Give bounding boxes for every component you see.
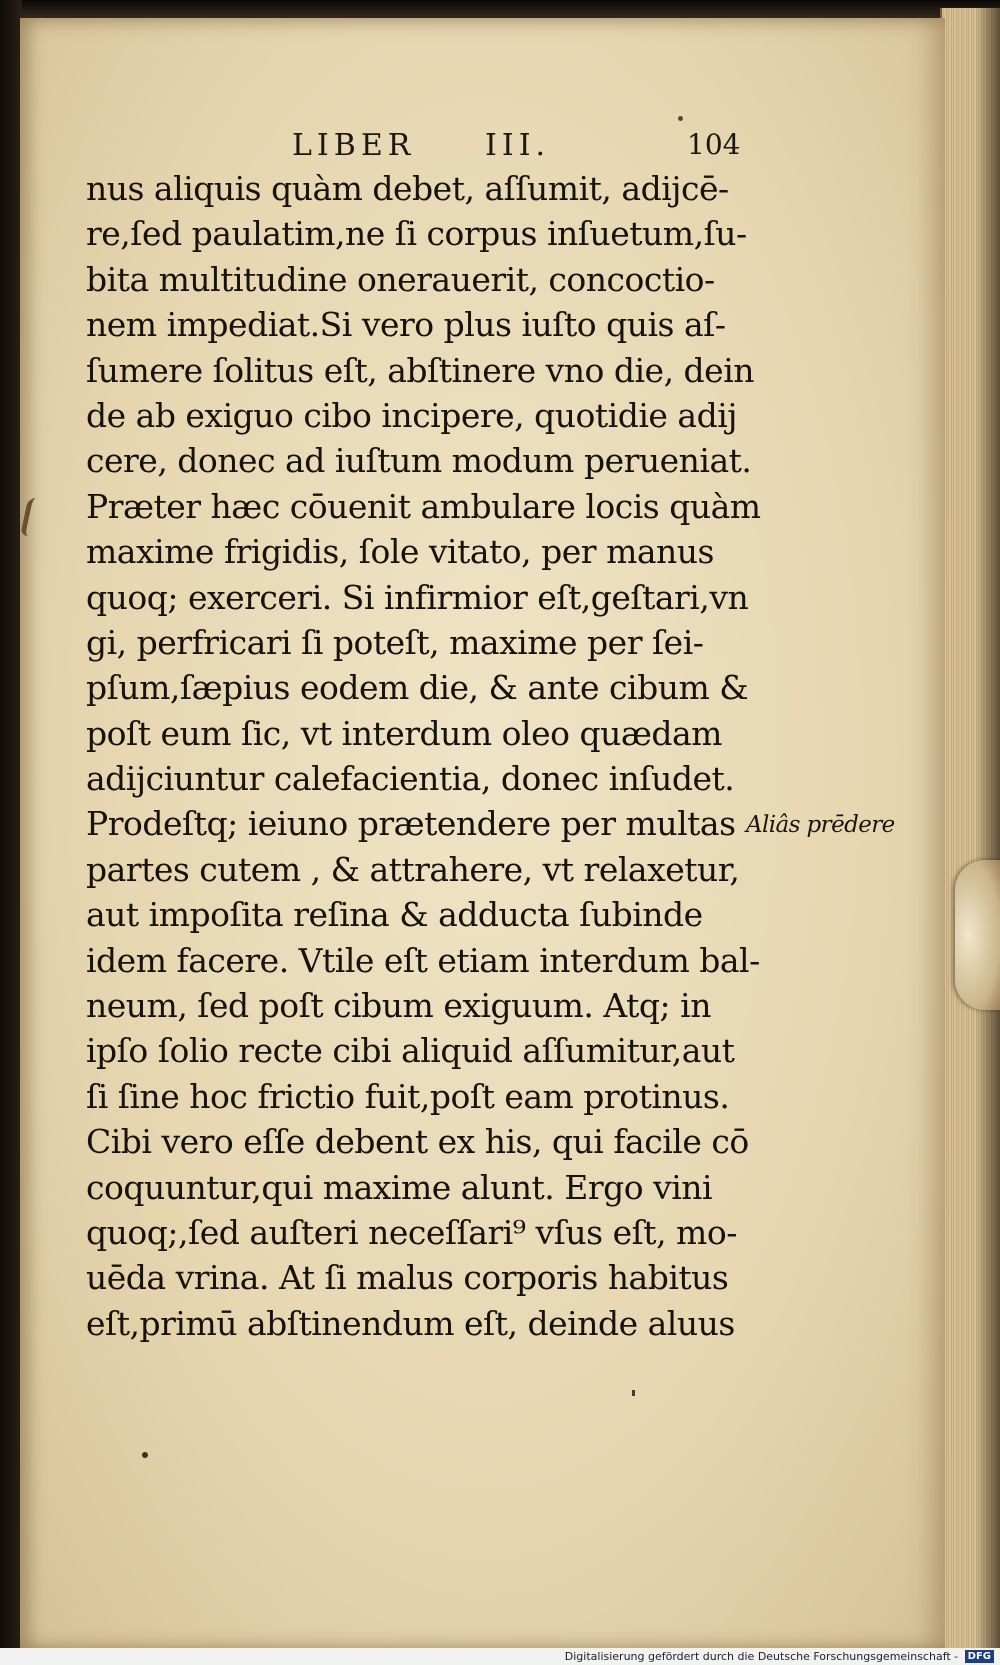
- text-line: partes cutem , & attrahere, vt relaxetur,: [86, 849, 740, 889]
- binding-edge: [0, 0, 22, 1665]
- text-line: neum, ſed poſt cibum exiguum. Atq; in: [86, 986, 711, 1026]
- digitization-credit: [565, 1649, 994, 1664]
- text-line: uēda vrina. At ſi malus corporis habitus: [86, 1258, 729, 1298]
- dfg-logo: DFG: [965, 1650, 994, 1663]
- text-line: idem facere. Vtile eſt etiam interdum bal-: [86, 940, 760, 980]
- ink-speck: [142, 1452, 148, 1458]
- text-line: pſum,ſæpius eodem die, & ante cibum &: [86, 668, 749, 708]
- background-top-edge: [0, 0, 1000, 20]
- text-line: bita multitudine onerauerit, concoctio-: [86, 259, 715, 299]
- running-head-title: LIBER: [292, 128, 416, 163]
- text-line: quoq; exerceri. Si infirmior eſt,geſtari,vn: [86, 577, 749, 617]
- running-head-book-number: III.: [485, 128, 551, 163]
- text-line: nus aliquis quàm debet, aſſumit, adijcē-: [86, 169, 729, 208]
- margin-bracket-mark: [20, 498, 47, 536]
- text-line: gi, perfricari ſi poteſt, maxime per ſei-: [86, 622, 704, 662]
- text-line: adijciuntur calefacientia, donec inſudet.: [86, 759, 735, 799]
- text-line: aut impoſita reſina & adducta ſubinde: [86, 895, 703, 935]
- main-text-block: [86, 166, 766, 1346]
- text-line: poſt eum ſic, vt interdum oleo quædam: [86, 713, 722, 753]
- ink-speck: [678, 116, 683, 121]
- page-clip: [955, 860, 1000, 1010]
- text-line: de ab exiguo cibo incipere, quotidie adij: [86, 395, 738, 435]
- text-line: eſt,primū abſtinendum eſt, deinde aluus: [86, 1303, 735, 1343]
- text-line: ſumere ſolitus eſt, abſtinere vno die, dein: [86, 350, 755, 390]
- text-line: Prodeſtq; ieiuno prætendere per multas: [86, 804, 736, 844]
- text-line: cere, donec ad iuſtum modum perueniat.: [86, 441, 752, 481]
- text-line: Cibi vero eſſe debent ex his, qui facile cō: [86, 1122, 749, 1162]
- text-line: nem impediat.Si vero plus iuſto quis aſ-: [86, 305, 726, 345]
- page-stack-shadow: [975, 8, 1000, 1648]
- text-line: coquuntur,qui maxime alunt. Ergo vini: [86, 1167, 713, 1207]
- text-line: Præter hæc cōuenit ambulare locis quàm: [86, 486, 761, 526]
- marginal-note: Aliâs prēdere: [746, 812, 895, 838]
- running-head: [80, 128, 740, 168]
- text-line: quoq;,ſed auſteri neceſſari⁹ vſus eſt, mo-: [86, 1212, 737, 1252]
- ink-speck: [632, 1390, 635, 1396]
- text-line: re,ſed paulatim,ne ſi corpus inſuetum,ſu-: [86, 214, 747, 254]
- text-line: maxime frigidis, ſole vitato, per manus: [86, 532, 714, 572]
- credit-text: Digitalisierung gefördert durch die Deutsche Forschungsgemeinschaft -: [564, 1650, 959, 1663]
- folio-number: 104: [687, 128, 741, 161]
- text-line: ipſo ſolio recte cibi aliquid aſſumitur,aut: [86, 1031, 735, 1071]
- text-line: ſi ſine hoc frictio fuit,poſt eam protinus.: [86, 1076, 730, 1116]
